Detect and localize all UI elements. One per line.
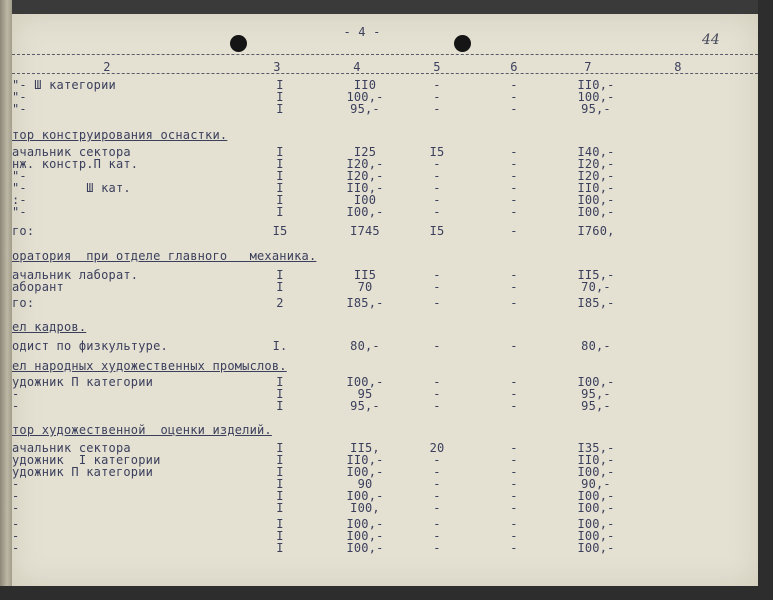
cell-c5: - <box>433 541 441 555</box>
cell-c5: - <box>433 90 441 104</box>
cell-c3: I <box>276 453 284 467</box>
cell-c3: I <box>276 441 284 455</box>
cell-c4: I85,- <box>346 296 384 310</box>
section-heading: тор художественной оценки изделий. <box>12 423 272 437</box>
cell-c6: - <box>510 268 518 282</box>
cell-c7: I00,- <box>577 541 615 555</box>
cell-c7: I35,- <box>577 441 615 455</box>
punch-hole-right-icon <box>454 35 471 52</box>
section-heading: ел народных художественных промыслов. <box>12 359 287 373</box>
cell-c5: - <box>433 181 441 195</box>
cell-c7: 95,- <box>581 399 611 413</box>
cell-c4: 95,- <box>350 399 380 413</box>
cell-c5: - <box>433 78 441 92</box>
cell-c5: - <box>433 339 441 353</box>
cell-c7: I00,- <box>577 193 615 207</box>
cell-c6: - <box>510 224 518 238</box>
cell-c4: 80,- <box>350 339 380 353</box>
cell-c3: I <box>276 501 284 515</box>
position-title: "- Ш категории <box>12 78 116 92</box>
cell-c4: 100,- <box>346 90 384 104</box>
cell-c4: I00,- <box>346 529 384 543</box>
position-title: го: <box>12 296 35 310</box>
cell-c3: I5 <box>272 224 288 238</box>
position-title: удожник П категории <box>12 465 154 479</box>
cell-c6: - <box>510 465 518 479</box>
cell-c7: 100,- <box>577 90 615 104</box>
position-title: удожник П категории <box>12 375 154 389</box>
cell-c5: I5 <box>429 145 445 159</box>
cell-c3: I <box>276 157 284 171</box>
cell-c6: - <box>510 339 518 353</box>
cell-c7: I00,- <box>577 205 615 219</box>
position-title: - <box>12 489 20 503</box>
typed-page <box>12 14 758 586</box>
cell-c5: - <box>433 489 441 503</box>
position-title: ачальник сектора <box>12 145 131 159</box>
cell-c3: I <box>276 399 284 413</box>
cell-c5: - <box>433 193 441 207</box>
cell-c7: I85,- <box>577 296 615 310</box>
cell-c4: II5 <box>353 268 377 282</box>
cell-c4: II0,- <box>346 181 384 195</box>
cell-c4: I00,- <box>346 465 384 479</box>
cell-c3: I <box>276 205 284 219</box>
cell-c4: II0 <box>353 78 377 92</box>
cell-c5: - <box>433 169 441 183</box>
column-header-5: 5 <box>433 60 441 74</box>
punch-hole-left-icon <box>230 35 247 52</box>
cell-c4: I20,- <box>346 157 384 171</box>
cell-c7: I00,- <box>577 501 615 515</box>
position-title: "- <box>12 102 27 116</box>
cell-c5: - <box>433 375 441 389</box>
cell-c6: - <box>510 375 518 389</box>
cell-c3: I <box>276 169 284 183</box>
cell-c4: I00, <box>350 501 380 515</box>
cell-c6: - <box>510 280 518 294</box>
cell-c3: I <box>276 268 284 282</box>
cell-c4: 95,- <box>350 102 380 116</box>
page-number: - 4 - <box>343 25 381 39</box>
cell-c4: I00 <box>353 193 377 207</box>
cell-c5: - <box>433 102 441 116</box>
cell-c7: II0,- <box>577 78 615 92</box>
cell-c3: I <box>276 145 284 159</box>
position-title: аборант <box>12 280 64 294</box>
cell-c6: - <box>510 78 518 92</box>
cell-c4: 95 <box>357 387 373 401</box>
cell-c5: - <box>433 465 441 479</box>
cell-c3: I <box>276 477 284 491</box>
cell-c5: - <box>433 399 441 413</box>
cell-c6: - <box>510 517 518 531</box>
cell-c5: - <box>433 296 441 310</box>
cell-c7: I20,- <box>577 169 615 183</box>
cell-c4: I00,- <box>346 517 384 531</box>
cell-c5: - <box>433 280 441 294</box>
cell-c5: 20 <box>429 441 445 455</box>
cell-c6: - <box>510 205 518 219</box>
position-title: ачальник сектора <box>12 441 131 455</box>
cell-c7: 95,- <box>581 387 611 401</box>
cell-c3: I <box>276 541 284 555</box>
cell-c6: - <box>510 157 518 171</box>
cell-c7: I40,- <box>577 145 615 159</box>
cell-c6: - <box>510 181 518 195</box>
cell-c6: - <box>510 169 518 183</box>
column-header-2: 2 <box>103 60 111 74</box>
cell-c3: I <box>276 78 284 92</box>
cell-c3: I <box>276 181 284 195</box>
cell-c4: I00,- <box>346 205 384 219</box>
handwritten-folio-number: 44 <box>702 32 720 48</box>
cell-c5: - <box>433 205 441 219</box>
cell-c6: - <box>510 453 518 467</box>
cell-c6: - <box>510 501 518 515</box>
scan-frame-bottom <box>0 586 773 600</box>
section-heading: ел кадров. <box>12 320 87 334</box>
cell-c6: - <box>510 541 518 555</box>
cell-c3: I <box>276 102 284 116</box>
section-heading: тор конструирования оснастки. <box>12 128 228 142</box>
cell-c7: I00,- <box>577 489 615 503</box>
cell-c4: 70 <box>357 280 373 294</box>
position-title: одист по физкультуре. <box>12 339 168 353</box>
cell-c7: II0,- <box>577 181 615 195</box>
cell-c6: - <box>510 489 518 503</box>
cell-c5: - <box>433 387 441 401</box>
cell-c3: I <box>276 529 284 543</box>
cell-c3: I <box>276 193 284 207</box>
cell-c4: I00,- <box>346 489 384 503</box>
header-rule-top <box>12 54 758 55</box>
cell-c7: I760, <box>577 224 615 238</box>
position-title: го: <box>12 224 35 238</box>
cell-c5: - <box>433 477 441 491</box>
column-header-8: 8 <box>674 60 682 74</box>
position-title: "- <box>12 90 27 104</box>
column-header-6: 6 <box>510 60 518 74</box>
cell-c3: I <box>276 375 284 389</box>
cell-c7: I00,- <box>577 529 615 543</box>
position-title: нж. констр.П кат. <box>12 157 139 171</box>
section-heading: оратория при отделе главного механика. <box>12 249 317 263</box>
cell-c6: - <box>510 193 518 207</box>
cell-c4: I745 <box>350 224 380 238</box>
column-header-7: 7 <box>584 60 592 74</box>
position-title: - <box>12 517 20 531</box>
cell-c3: I <box>276 489 284 503</box>
cell-c4: I00,- <box>346 375 384 389</box>
cell-c6: - <box>510 102 518 116</box>
position-title: "- <box>12 205 27 219</box>
column-header-4: 4 <box>353 60 361 74</box>
cell-c5: - <box>433 501 441 515</box>
cell-c7: 80,- <box>581 339 611 353</box>
scan-frame-right <box>758 0 773 600</box>
cell-c6: - <box>510 296 518 310</box>
cell-c3: I <box>276 465 284 479</box>
position-title: - <box>12 399 20 413</box>
cell-c5: - <box>433 517 441 531</box>
cell-c3: 2 <box>276 296 284 310</box>
cell-c3: I <box>276 517 284 531</box>
cell-c7: II5,- <box>577 268 615 282</box>
position-title: "- Ш кат. <box>12 181 131 195</box>
position-title: "- <box>12 169 27 183</box>
cell-c3: I. <box>272 339 288 353</box>
cell-c4: 90 <box>357 477 373 491</box>
position-title: удожник I категории <box>12 453 161 467</box>
cell-c6: - <box>510 90 518 104</box>
cell-c7: 90,- <box>581 477 611 491</box>
position-title: - <box>12 541 20 555</box>
cell-c7: I20,- <box>577 157 615 171</box>
cell-c3: I <box>276 90 284 104</box>
cell-c7: 95,- <box>581 102 611 116</box>
cell-c5: - <box>433 529 441 543</box>
cell-c4: II0,- <box>346 453 384 467</box>
position-title: :- <box>12 193 27 207</box>
cell-c7: I00,- <box>577 517 615 531</box>
position-title: - <box>12 529 20 543</box>
cell-c6: - <box>510 145 518 159</box>
cell-c4: I20,- <box>346 169 384 183</box>
position-title: - <box>12 501 20 515</box>
cell-c6: - <box>510 441 518 455</box>
cell-c5: - <box>433 453 441 467</box>
page-binding-edge <box>0 0 12 600</box>
cell-c7: 70,- <box>581 280 611 294</box>
position-title: - <box>12 477 20 491</box>
cell-c5: - <box>433 268 441 282</box>
cell-c3: I <box>276 280 284 294</box>
cell-c4: II5, <box>350 441 380 455</box>
cell-c4: I00,- <box>346 541 384 555</box>
position-title: - <box>12 387 20 401</box>
cell-c6: - <box>510 529 518 543</box>
cell-c6: - <box>510 477 518 491</box>
cell-c3: I <box>276 387 284 401</box>
cell-c6: - <box>510 387 518 401</box>
cell-c5: - <box>433 157 441 171</box>
position-title: ачальник лаборат. <box>12 268 139 282</box>
cell-c7: I00,- <box>577 375 615 389</box>
header-rule-bottom <box>12 73 758 74</box>
cell-c5: I5 <box>429 224 445 238</box>
cell-c7: I00,- <box>577 465 615 479</box>
column-header-3: 3 <box>273 60 281 74</box>
cell-c7: II0,- <box>577 453 615 467</box>
cell-c4: I25 <box>353 145 377 159</box>
cell-c6: - <box>510 399 518 413</box>
